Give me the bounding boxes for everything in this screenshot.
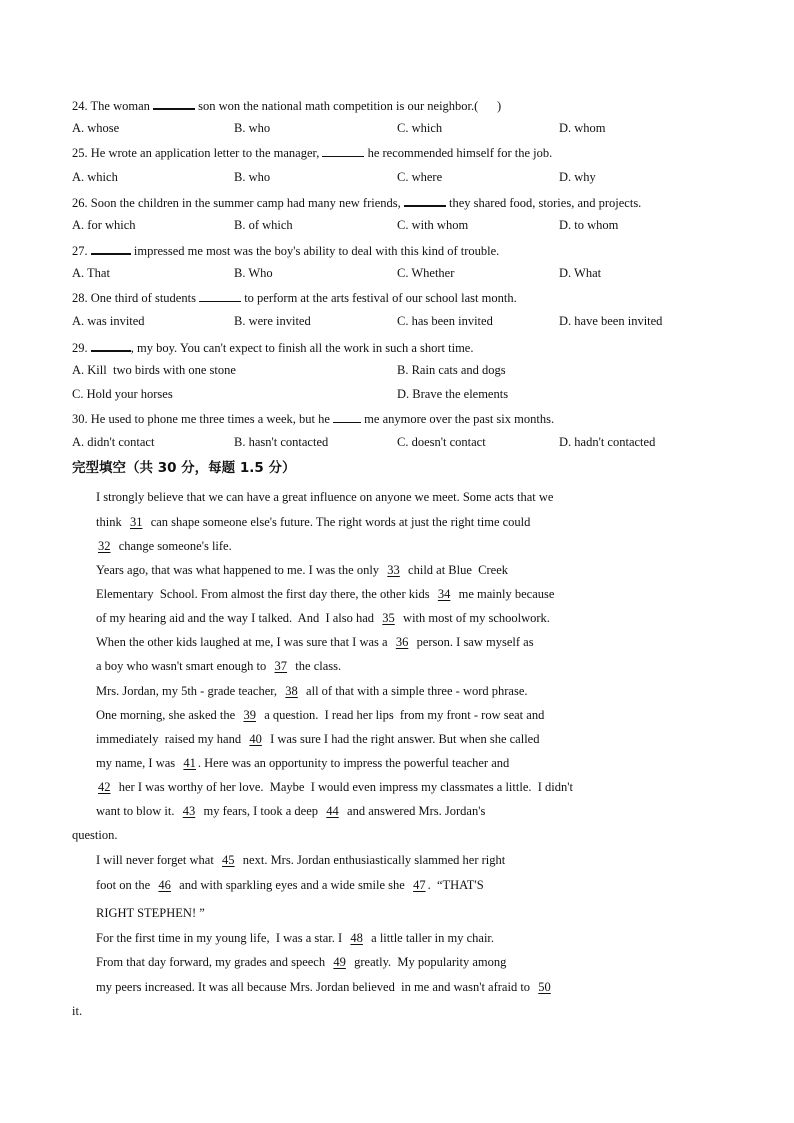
passage-text: think	[96, 515, 122, 529]
passage-text: my name, I was	[96, 756, 176, 770]
passage-line	[96, 779, 573, 795]
answer-blank	[322, 144, 364, 157]
question-number: 26.	[72, 196, 88, 210]
passage-text: a boy who wasn't smart enough to	[96, 659, 267, 673]
answer-blank	[333, 410, 361, 423]
passage-text: child at Blue Creek	[408, 563, 509, 577]
question-number: 29.	[72, 341, 88, 355]
passage-line	[96, 755, 509, 771]
answer-blank	[199, 289, 241, 302]
passage-text: her I was worthy of her love. Maybe I would even impress my classmates a little. I didn't	[118, 780, 573, 794]
question-text: One third of students	[90, 291, 196, 305]
question-25	[72, 144, 552, 161]
passage-text: For the first time in my young life, I was a star. I	[96, 931, 343, 945]
option-a: A. which	[72, 170, 118, 184]
answer-blank	[91, 338, 131, 352]
passage-line	[96, 803, 485, 819]
passage-text: . “THAT'S	[427, 878, 484, 892]
option-b: B. Who	[234, 266, 273, 280]
passage-line	[96, 954, 506, 970]
option-d: D. Brave the elements	[397, 387, 509, 401]
question-number: 30.	[72, 412, 88, 426]
option-a: A. whose	[72, 121, 120, 135]
passage-text: want to blow it.	[96, 804, 175, 818]
option-a: A. didn't contact	[72, 435, 155, 449]
blank-43: 43	[182, 804, 196, 818]
blank-32: 32	[98, 539, 111, 553]
passage-text: person. I saw myself as	[416, 635, 534, 649]
question-text: me anymore over the past six months.	[364, 412, 555, 426]
option-d: D. whom	[559, 121, 606, 135]
passage-line: I strongly believe that we can have a great influence on anyone we meet. Some acts that we	[96, 490, 554, 504]
passage-line	[96, 731, 539, 747]
passage-text: change someone's life.	[118, 539, 232, 553]
blank-40: 40	[249, 732, 262, 746]
option-d: D. to whom	[559, 218, 619, 232]
passage-line	[96, 707, 544, 723]
passage-line	[96, 979, 553, 995]
passage-line	[96, 586, 554, 602]
option-b: B. who	[234, 121, 271, 135]
passage-text: can shape someone else's future. The right words at just the right time could	[150, 515, 531, 529]
question-number: 24.	[72, 99, 88, 113]
question-text: The woman	[90, 99, 150, 113]
option-b: B. Rain cats and dogs	[397, 363, 506, 377]
passage-line	[96, 538, 232, 554]
blank-46: 46	[158, 878, 171, 892]
passage-text: Elementary School. From almost the first day there, the other kids	[96, 587, 430, 601]
blank-44: 44	[326, 804, 339, 818]
passage-text: a question. I read her lips from my front - row seat and	[264, 708, 545, 722]
passage-text: me mainly because	[458, 587, 555, 601]
passage-text: foot on the	[96, 878, 151, 892]
passage-line: it.	[72, 1004, 83, 1018]
answer-blank	[153, 96, 195, 110]
option-a: A. That	[72, 266, 110, 280]
passage-text: From that day forward, my grades and speech	[96, 955, 326, 969]
blank-48: 48	[350, 931, 363, 945]
blank-36: 36	[395, 635, 409, 649]
passage-text: I was sure I had the right answer. But when she called	[270, 732, 540, 746]
passage-line: question.	[72, 828, 118, 842]
question-number: 27.	[72, 244, 88, 258]
blank-33: 33	[387, 563, 400, 577]
option-a: A. for which	[72, 218, 136, 232]
question-text: He used to phone me three times a week, but he	[90, 412, 330, 426]
passage-text: immediately raised my hand	[96, 732, 242, 746]
blank-39: 39	[243, 708, 256, 722]
question-29	[72, 338, 473, 356]
option-b: B. of which	[234, 218, 293, 232]
passage-text: all of that with a simple three - word phrase.	[306, 684, 528, 698]
question-text: Soon the children in the summer camp had many new friends,	[90, 196, 401, 210]
passage-line	[96, 610, 550, 626]
answer-blank	[404, 193, 446, 207]
question-text: impressed me most was the boy's ability to deal with this kind of trouble.	[133, 244, 500, 258]
option-c: C. Whether	[397, 266, 455, 280]
passage-line	[96, 658, 341, 674]
passage-line: RIGHT STEPHEN! ”	[96, 906, 205, 920]
passage-text: my fears, I took a deep	[203, 804, 319, 818]
blank-31: 31	[129, 515, 143, 529]
option-b: B. hasn't contacted	[234, 435, 329, 449]
blank-50: 50	[538, 980, 551, 994]
blank-49: 49	[333, 955, 346, 969]
option-d: D. What	[559, 266, 602, 280]
blank-35: 35	[382, 611, 395, 625]
passage-text: my peers increased. It was all because Mrs. Jordan believed in me and wasn't afraid to	[96, 980, 531, 994]
question-text: son won the national math competition is our neighbor.( )	[198, 99, 502, 113]
section-heading: 完型填空（共 30 分，每题 1.5 分）	[72, 460, 296, 476]
passage-line	[96, 683, 528, 699]
passage-text: Mrs. Jordan, my 5th - grade teacher,	[96, 684, 278, 698]
option-d: D. hadn't contacted	[559, 435, 656, 449]
question-text: to perform at the arts festival of our school last month.	[244, 291, 517, 305]
option-c: C. where	[397, 170, 443, 184]
question-28	[72, 289, 517, 306]
passage-text: . Here was an opportunity to impress the powerful teacher and	[197, 756, 510, 770]
question-text: he recommended himself for the job.	[367, 146, 553, 160]
passage-text: a little taller in my chair.	[371, 931, 495, 945]
question-27	[72, 241, 499, 259]
passage-text: When the other kids laughed at me, I was sure that I was a	[96, 635, 388, 649]
question-26	[72, 193, 641, 211]
option-d: D. why	[559, 170, 596, 184]
passage-line	[96, 562, 508, 578]
passage-text: Years ago, that was what happened to me. I was the only	[96, 563, 380, 577]
option-a: A. Kill two birds with one stone	[72, 363, 236, 377]
passage-line	[96, 514, 530, 530]
passage-text: next. Mrs. Jordan enthusiastically slammed her right	[242, 853, 506, 867]
question-30	[72, 410, 554, 427]
answer-blank	[91, 241, 131, 255]
question-text: , my boy. You can't expect to finish all the work in such a short time.	[130, 341, 474, 355]
blank-47: 47	[413, 878, 426, 892]
question-text: they shared food, stories, and projects.	[449, 196, 642, 210]
passage-text: and with sparkling eyes and a wide smile she	[179, 878, 405, 892]
passage-line	[96, 852, 505, 868]
blank-34: 34	[437, 587, 451, 601]
blank-37: 37	[274, 659, 288, 673]
blank-42: 42	[98, 780, 111, 794]
passage-text: the class.	[295, 659, 342, 673]
blank-45: 45	[222, 853, 235, 867]
option-c: C. doesn't contact	[397, 435, 486, 449]
passage-text: I will never forget what	[96, 853, 214, 867]
passage-line	[96, 930, 494, 946]
passage-line	[96, 877, 484, 893]
option-c: C. has been invited	[397, 314, 493, 328]
option-b: B. who	[234, 170, 271, 184]
passage-text: with most of my schoolwork.	[403, 611, 550, 625]
option-b: B. were invited	[234, 314, 311, 328]
option-c: C. Hold your horses	[72, 387, 173, 401]
option-c: C. with whom	[397, 218, 469, 232]
option-a: A. was invited	[72, 314, 145, 328]
option-c: C. which	[397, 121, 443, 135]
option-d: D. have been invited	[559, 314, 663, 328]
passage-text: of my hearing aid and the way I talked. And I also had	[96, 611, 375, 625]
passage-text: One morning, she asked the	[96, 708, 236, 722]
passage-line	[96, 634, 534, 650]
question-text: He wrote an application letter to the manager,	[90, 146, 320, 160]
question-number: 25.	[72, 146, 88, 160]
question-24	[72, 96, 501, 114]
passage-text: greatly. My popularity among	[354, 955, 507, 969]
blank-41: 41	[183, 756, 196, 770]
passage-text: and answered Mrs. Jordan's	[347, 804, 486, 818]
question-number: 28.	[72, 291, 88, 305]
blank-38: 38	[285, 684, 298, 698]
